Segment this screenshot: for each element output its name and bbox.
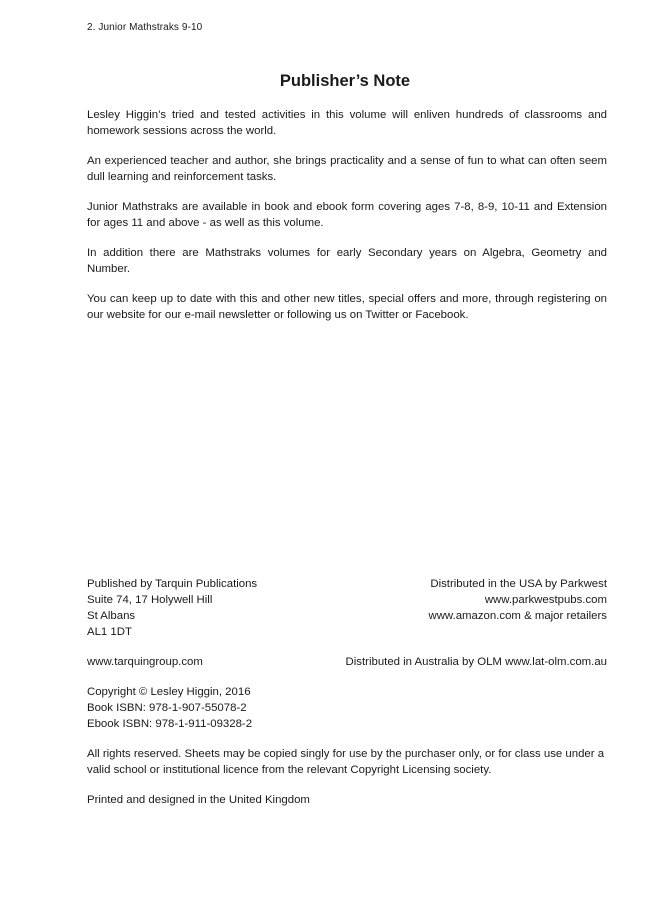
publisher-address-line: Suite 74, 17 Holywell Hill — [87, 594, 213, 606]
publisher-name: Published by Tarquin Publications — [87, 578, 258, 590]
note-paragraph: An experienced teacher and author, she brings practicality and a sense of fun to what can often seem dull learning and reinforcement tasks. — [87, 155, 607, 183]
publisher-address-line: St Albans — [87, 610, 136, 622]
usa-retailers: www.amazon.com & major retailers — [428, 610, 607, 622]
running-head: 2. Junior Mathstraks 9-10 — [87, 22, 203, 33]
note-paragraph: Junior Mathstraks are available in book and ebook form covering ages 7-8, 8-9, 10-11 and Extension for ages 11 and above - as well as this volume. — [87, 201, 607, 229]
ebook-isbn: Ebook ISBN: 978-1-911-09328-2 — [87, 718, 253, 730]
publisher-website: www.tarquingroup.com — [87, 656, 203, 668]
note-paragraph: Lesley Higgin’s tried and tested activities in this volume will enliven hundreds of classrooms and homework sessions across the world. — [87, 109, 607, 137]
note-paragraph: In addition there are Mathstraks volumes for early Secondary years on Algebra, Geometry and Number. — [87, 247, 607, 275]
note-paragraph: You can keep up to date with this and other new titles, special offers and more, through registering on our website for our e-mail newsletter or following us on Twitter or Facebook. — [87, 293, 607, 321]
rights-statement: All rights reserved. Sheets may be copied singly for use by the purchaser only, or for class use under a valid school or institutional licence from the relevant Copyright Licensing society. — [87, 748, 605, 776]
publisher-postcode: AL1 1DT — [87, 626, 132, 638]
page-title: Publisher’s Note — [279, 72, 411, 90]
copyright-line: Copyright © Lesley Higgin, 2016 — [87, 686, 251, 698]
usa-distributor-website: www.parkwestpubs.com — [484, 594, 607, 606]
australia-distributor: Distributed in Australia by OLM www.lat-olm.com.au — [345, 656, 607, 668]
printed-statement: Printed and designed in the United Kingdom — [87, 794, 310, 806]
book-isbn: Book ISBN: 978-1-907-55078-2 — [87, 702, 247, 714]
usa-distributor: Distributed in the USA by Parkwest — [430, 578, 607, 590]
